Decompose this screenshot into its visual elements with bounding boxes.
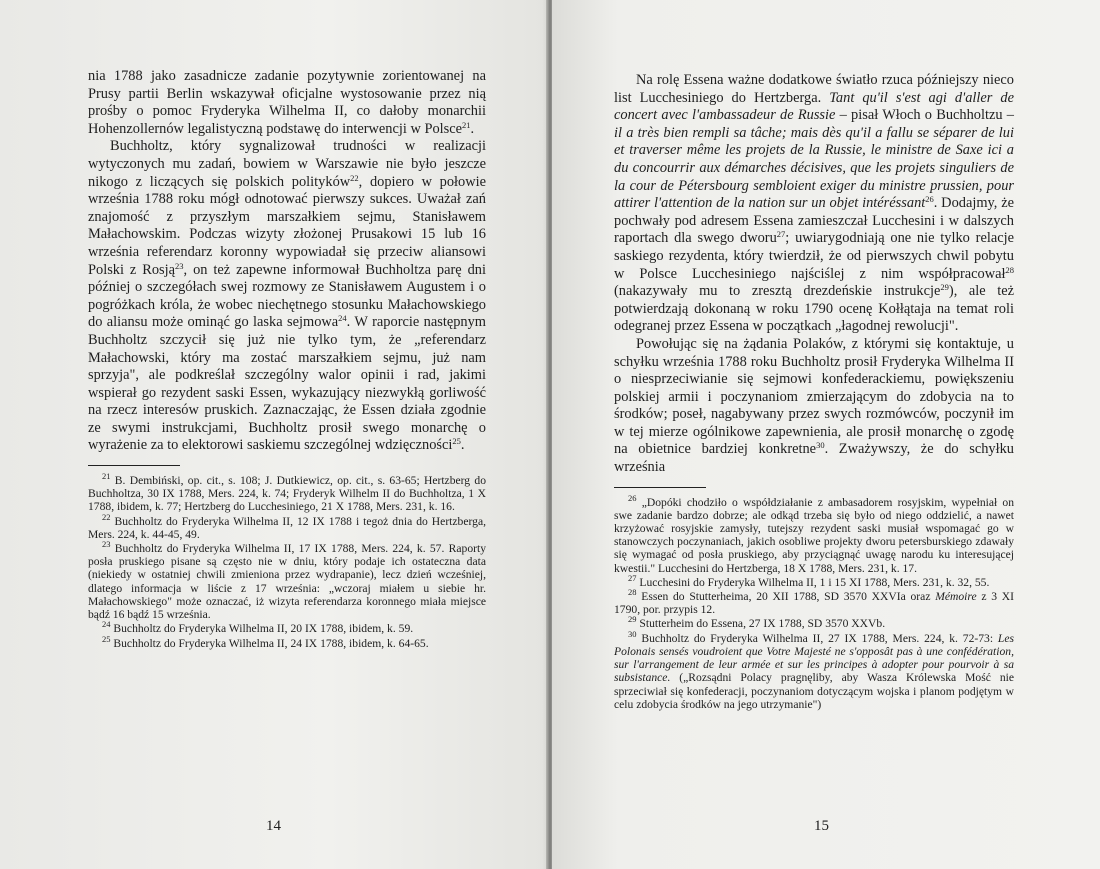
right-page-column bbox=[614, 72, 1014, 712]
text-run: Buchholtz do Fryderyka Wilhelma II, 27 IX 1788, Mers. 224, k. 72-73: bbox=[636, 631, 998, 645]
text-run: B. Dembiński, op. cit., s. 108; J. Dutkiewicz, op. cit., s. 63-65; Hertzberg do Buchholtza, 30 IX 1788, Mers. 224, k. 74; Fryderyk Wilhelm II do Buchholtza, 1 X 1788, ibidem, k. 77; Hertzberg do Lucchesiniego, 21 X 1788, Mers. 231, k. 16. bbox=[88, 474, 486, 514]
left-page bbox=[0, 0, 548, 869]
footnote-ref: 28 bbox=[1005, 264, 1014, 275]
footnote-ref: 30 bbox=[628, 628, 637, 639]
text-run: Powołując się na żądania Polaków, z którymi się kontaktuje, u schyłku września 1788 roku Buchholtz prosił Fryderyka Wilhelma II o niesprzeciwianie się sejmowi konfederackiemu, powiększeniu polskiej armii i poczynaniom zmierzającym do zdobycia na to środków; poseł, nagabywany przez swych rozmówców, poczynił im w tej mierze ogólnikowe zapewnienia, ale prosił monarchę o zgodę na obietnice bardziej konkretne bbox=[614, 335, 1014, 458]
text-run: Stutterheim do Essena, 27 IX 1788, SD 3570 XXVb. bbox=[636, 617, 886, 631]
footnote-ref: 29 bbox=[628, 614, 637, 625]
text-run: Buchholtz do Fryderyka Wilhelma II, 20 IX 1788, ibidem, k. 59. bbox=[110, 622, 414, 636]
footnote-ref: 24 bbox=[338, 313, 347, 324]
text-run: Lucchesini do Fryderyka Wilhelma II, 1 i 15 XI 1788, Mers. 231, k. 32, 55. bbox=[636, 575, 990, 589]
text-run: . W raporcie następnym Buchholtz szczycił się już nie tylko tym, że „referendarz Małachowski, który ma zostać marszałkiem sejmu, już nam sprzyja", ale podkreślał szczególny walor opinii i rad, jakimi wspierał go rezydent saski Essen, wykazujący niezwykłą gorliwość na rzecz interesów pruskich. Zaznaczając, że Essen działa zgodnie ze swymi instrukcjami, Buchholtz prosił swego monarchę o wyrażenie za to elektorowi saskiemu szczególnej wdzięczności bbox=[88, 314, 487, 454]
footnote-ref: 25 bbox=[102, 633, 111, 644]
text-run: Buchholtz do Fryderyka Wilhelma II, 17 IX 1788, Mers. 224, k. 57. Raporty posła pruskiego pisane są często nie w dniu, który podaje ich ostateczna data (niekiedy w ostatniej chwili zmieniona przez wydrapanie), lecz dzień wcześniej, dlatego informacja w liście z 17 września: „wczoraj miałem u siebie hr. Małachowskiego" może oznaczać, iż wizyta referendarza koronnego miała miejsce bądź 16 bądź 15 września. bbox=[88, 542, 486, 622]
left-page-number: 14 bbox=[266, 818, 281, 834]
footnote bbox=[614, 628, 1014, 711]
text-run: Buchholtz do Fryderyka Wilhelma II, 24 IX 1788, ibidem, k. 64-65. bbox=[110, 636, 429, 650]
text-run: Buchholtz do Fryderyka Wilhelma II, 12 IX 1788 i tegoż dnia do Hertzberga, Mers. 224, k. 44-45, 49. bbox=[88, 514, 486, 541]
footnote bbox=[88, 619, 486, 636]
footnote bbox=[88, 539, 486, 622]
footnote-ref: 27 bbox=[776, 229, 786, 240]
body-paragraph bbox=[88, 68, 486, 138]
text-run: nia 1788 jako zasadnicze zadanie pozytywnie zorientowanej na Prusy partii Berlin wskazywał oficjalne wystosowanie przez nią prośby o pomoc Fryderyka Wilhelma II, co dałoby monarchii Hohenzollernów legalistyczną podstawę do interwencji w Polsce bbox=[88, 68, 486, 137]
right-page-number: 15 bbox=[814, 818, 829, 834]
footnote bbox=[614, 587, 1014, 617]
body-paragraph bbox=[614, 72, 1014, 336]
text-run: Essen do Stutterheima, 20 XII 1788, SD 3570 XXVIa oraz bbox=[636, 590, 936, 604]
footnote-ref: 26 bbox=[628, 492, 637, 503]
footnote-ref: 22 bbox=[350, 172, 359, 183]
footnote-ref: 29 bbox=[940, 282, 949, 293]
footnote-ref: 28 bbox=[628, 587, 637, 598]
left-page-footnotes bbox=[88, 471, 486, 650]
left-page-body-text bbox=[88, 68, 486, 455]
footnote bbox=[614, 572, 1014, 589]
footnote bbox=[88, 633, 486, 650]
text-run: Na rolę Essena ważne dodatkowe światło rzuca późniejszy nieco list Lucchesiniego do Hertzberga. bbox=[614, 72, 1014, 106]
footnote-ref: 23 bbox=[175, 260, 184, 271]
text-run: – pisał Włoch o Buchholtzu – bbox=[835, 107, 1014, 124]
footnote-ref: 21 bbox=[462, 119, 471, 130]
footnote-ref: 23 bbox=[102, 539, 111, 550]
right-page-body-text bbox=[614, 72, 1014, 477]
italic-quote: Les Polonais sensés voudroient que Votre Majesté ne s'opposât pas à une confédération, sur l'arrangement de leur armée et sur les principes à adopter pour pourvoir à sa subsistance. bbox=[614, 631, 1014, 685]
text-run: . bbox=[470, 120, 475, 137]
italic-quote: Mémoire bbox=[935, 590, 977, 604]
right-footnote-separator bbox=[614, 487, 706, 488]
text-run: z 3 XI 1790, por. przypis 12. bbox=[614, 590, 1014, 617]
text-run: . Dodajmy, że pochwały pod adresem Essena zamieszczał Lucchesini i w dalszych raportach dla swego dworu bbox=[614, 195, 1014, 247]
footnote-ref: 24 bbox=[102, 619, 111, 630]
body-paragraph bbox=[88, 138, 486, 455]
footnote bbox=[614, 492, 1014, 575]
footnote-ref: 25 bbox=[452, 436, 461, 447]
text-run: „Dopóki chodziło o współdziałanie z ambasadorem rosyjskim, wypełniał on swe zadanie bardzo dobrze; ale odkąd trzeba się było od niego oddzielić, a nawet krzyżować rosyjskie zamysły, tutejszy rezydent saski musiał wspomagać go w stanowczych poczynaniach, jakich osobliwe projekty dworu petersburskiego zdawały się wymagać od posła pruskiego, aby przyciągnąć uwagę narodu ku interesującej kwestii." Lucchesini do Hertzberga, 18 X 1788, Mers. 231, k. 17. bbox=[614, 495, 1014, 575]
footnote bbox=[88, 471, 486, 514]
left-footnote-separator bbox=[88, 465, 180, 466]
text-run: („Rozsądni Polacy pragnęliby, aby Wasza Królewska Mość nie sprzeciwiał się konfederacji, poczynaniom dotyczącym wojska i planom podjętym w celu zdobycia środków na jego utrzymanie") bbox=[614, 671, 1014, 711]
text-run: . Zważywszy, że do schyłku września bbox=[614, 441, 1014, 476]
text-run: (nakazywały mu to zresztą drezdeńskie instrukcje bbox=[614, 283, 941, 300]
footnote-ref: 27 bbox=[628, 572, 637, 583]
body-paragraph bbox=[614, 336, 1014, 477]
text-run: , dopiero w połowie września 1788 roku mógł odnotować pierwszy sukces. Uważał zań znajomość z przyszłym marszałkiem sejmu, Stanisławem Małachowskim. Podczas wizyty złożonej Prusakowi 15 lub 16 września referendarz koronny wypowiadał się przeciw aliansowi Polski z Rosją bbox=[88, 173, 486, 278]
footnote-ref: 26 bbox=[925, 194, 934, 205]
text-run: ; uwiarygodniają one nie tylko relacje saskiego rezydenta, który twierdził, że od pierwszych chwil pobytu w Polsce Lucchesiniego najściślej z nim współpracował bbox=[614, 230, 1014, 282]
right-page-footnotes bbox=[614, 492, 1014, 711]
text-run: Buchholtz, który sygnalizował trudności w realizacji wytyczonych mu zadań, bowiem w Warszawie nie było jeszcze nikogo z liczących się polskich polityków bbox=[88, 138, 486, 190]
footnote-ref: 22 bbox=[102, 511, 111, 522]
footnote bbox=[614, 614, 1014, 631]
left-page-column bbox=[88, 68, 486, 651]
italic-quote: il a très bien rempli sa tâche; mais dès qu'il a fallu se séparer de lui et traverser même les projets de la Russie, le ministre de Saxe ici a du concourrir aux démarches décisives, que les projets singuliers de la cour de Pétersbourg sembloient exiger du ministre prussien, pour attirer l'attention de la nation sur un objet intéréssant bbox=[614, 124, 1014, 212]
right-page bbox=[552, 0, 1100, 869]
footnote-ref: 30 bbox=[816, 440, 825, 451]
text-run: , on też zapewne informował Buchholtza parę dni później o szczegółach swej rozmowy ze Stanisławem Augustem i o pogróżkach króla, że wobec niechętnego stosunku Małachowskiego do aliansu może ominąć go laska sejmowa bbox=[88, 261, 486, 331]
footnote bbox=[88, 511, 486, 541]
footnote-ref: 21 bbox=[102, 471, 111, 482]
text-run: . bbox=[460, 437, 465, 454]
italic-quote: Tant qu'il s'est agi d'aller de concert avec l'ambassadeur de Russie bbox=[614, 89, 1014, 124]
text-run: ), ale też potwierdzają dokonaną w roku 1790 ocenę Kołłątaja na temat roli odegranej przez Essena w początkach „łagodnej rewolucji". bbox=[614, 283, 1014, 335]
